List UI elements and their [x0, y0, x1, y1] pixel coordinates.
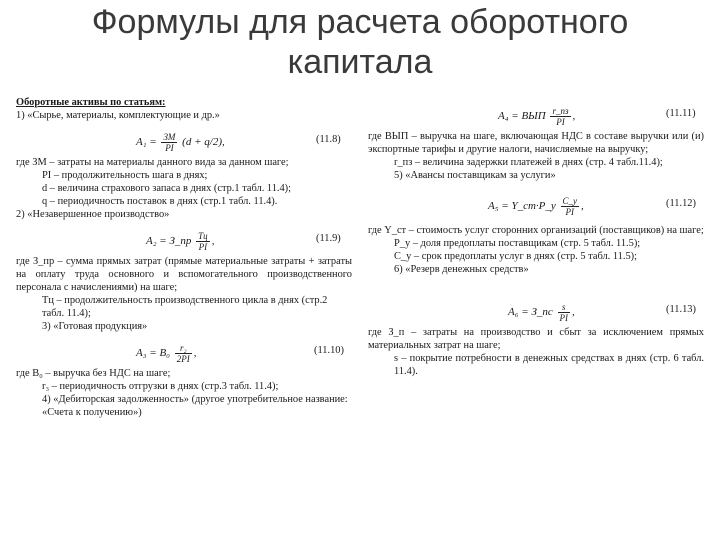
item-advances: 5) «Авансы поставщикам за услуги» — [394, 170, 556, 181]
definition: s – покрытие потребности в денежных средствах в днях (стр. 6 табл. 11.4). — [394, 353, 704, 377]
formula-lhs: A₆ = З_пс $\frac{s}{PI}$ , — [508, 302, 575, 323]
definition: r_пз – величина задержки платежей в днях (стр. 4 табл.11.4); — [394, 157, 663, 168]
item-finished-goods: 3) «Готовая продукция» — [42, 321, 148, 332]
formula-lhs: A₁ = $\frac{ЗМ}{PI}$ (d + q/2), — [136, 132, 225, 153]
formula-11-13 — [368, 292, 704, 326]
formula-lhs: A₃ = B₀ $\frac{\text{r₂}}{2PI}$ , — [136, 343, 197, 364]
formula-11-10 — [16, 333, 352, 367]
title-line-2: капитала — [287, 43, 433, 81]
definition: P_у – доля предоплаты поставщикам (стр. 5 табл. 11.5); — [394, 238, 641, 249]
definition: q – периодичность поставок в днях (стр.1 табл. 11.4). — [42, 196, 278, 207]
slide-title — [0, 2, 720, 82]
formula-number: (11.9) — [316, 233, 341, 244]
definition: C_у – срок предоплаты услуг в днях (стр. 5 табл. 11.5); — [394, 251, 638, 262]
formula-11-12 — [368, 186, 704, 220]
definition: где З_пр – сумма прямых затрат (прямые материальные затраты + затраты на оплату труда основного и вспомогательного производственного персонала с начислениями) на шаге; — [16, 256, 352, 293]
formula-11-11 — [368, 96, 704, 130]
definition: где B₀ – выручка без НДС на шаге; — [16, 368, 171, 379]
definition: где Y_ст – стоимость услуг сторонних организаций (поставщиков) на шаге; — [368, 225, 704, 236]
formula-number: (11.11) — [666, 108, 696, 119]
definition: PI – продолжительность шага в днях; — [42, 170, 208, 181]
formula-lhs: A₅ = Y_ст·P_у $\frac{C\_у}{PI}$ , — [488, 196, 584, 217]
definition: где З_п – затраты на производство и сбыт за исключением прямых материальных затрат на шаге; — [368, 327, 704, 351]
formula-lhs: A₄ = ВЫП $\frac{r\_пз}{PI}$ , — [498, 106, 576, 127]
definition: r₃ – периодичность отгрузки в днях (стр.3 табл. 11.4); — [42, 381, 279, 392]
formula-lhs: A₂ = З_пр $\frac{Tц}{PI}$ , — [146, 231, 215, 252]
definition: где ЗМ – затраты на материалы данного вида за данном шаге; — [16, 157, 289, 168]
definition: Tц – продолжительность производственного цикла в днях (стр.2 табл. 11.4); — [42, 295, 328, 319]
formula-11-8 — [16, 122, 352, 156]
item-raw-materials: 1) «Сырье, материалы, комплектующие и др.» — [16, 110, 220, 121]
section-heading: Оборотные активы по статьям: — [16, 97, 166, 108]
item-receivables: 4) «Дебиторская задолженность» (другое употребительное название: «Счета к получению») — [42, 394, 348, 418]
formula-number: (11.12) — [666, 198, 696, 209]
definition: где ВЫП – выручка на шаге, включающая НДС в составе выручки или (и) экспортные тарифы и другие налоги, начисляемые на выручку; — [368, 131, 704, 155]
title-line-1: Формулы для расчета оборотного — [91, 3, 629, 41]
formula-11-9 — [16, 221, 352, 255]
formula-number: (11.10) — [314, 345, 344, 356]
item-wip: 2) «Незавершенное производство» — [16, 209, 170, 220]
definition: d – величина страхового запаса в днях (стр.1 табл. 11.4); — [42, 183, 292, 194]
left-column — [16, 96, 352, 419]
item-cash-reserve: 6) «Резерв денежных средств» — [394, 264, 529, 275]
right-column — [368, 96, 704, 378]
formula-number: (11.8) — [316, 134, 341, 145]
formula-number: (11.13) — [666, 304, 696, 315]
